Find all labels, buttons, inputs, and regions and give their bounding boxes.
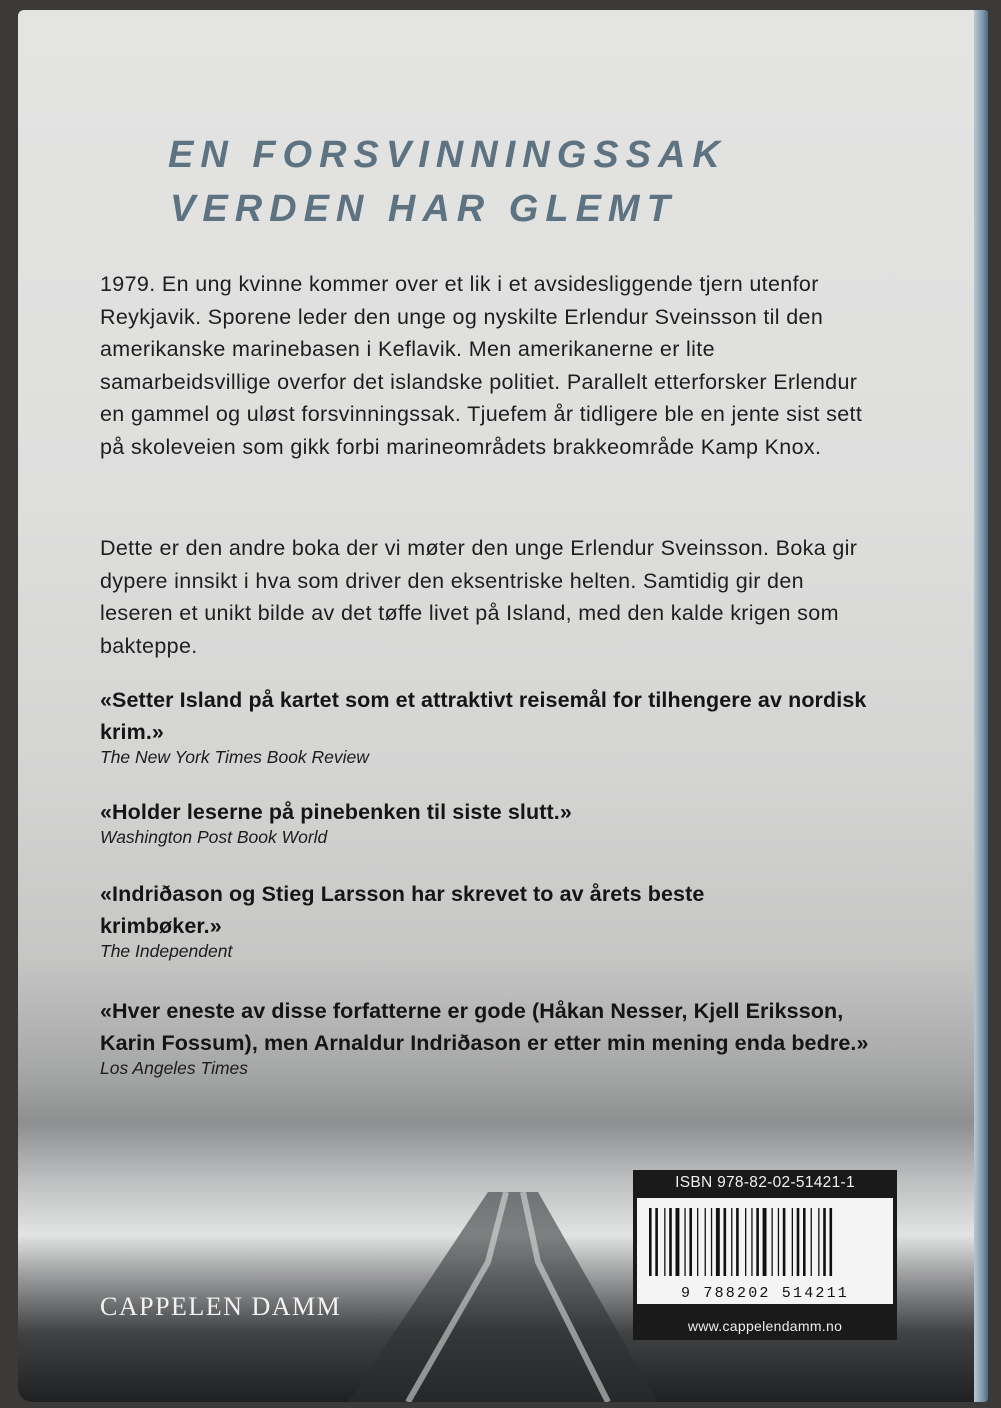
review-quote [100, 796, 900, 848]
barcode-bar [772, 1208, 773, 1276]
barcode-bar [664, 1208, 665, 1276]
barcode-bar [716, 1208, 720, 1276]
quote-source: The New York Times Book Review [100, 747, 369, 767]
barcode-bar [792, 1208, 793, 1276]
barcode-bar [669, 1208, 672, 1276]
publisher-logo: CAPPELEN DAMM [100, 1292, 342, 1321]
spine-edge [974, 10, 988, 1402]
review-quote [100, 878, 790, 962]
barcode-bars [647, 1208, 883, 1280]
barcode-bar [783, 1208, 786, 1276]
quote-source: Washington Post Book World [100, 827, 328, 847]
barcode-bar [823, 1208, 826, 1276]
blurb-paragraph-2: Dette er den andre boka der vi møter den unge Erlendur Sveinsson. Boka gir dypere innsikt i hva som driver den eksentriske helten. Samtidig gir den leseren et unikt bilde av det tøffe livet på Island, med den kalde krigen som bakteppe. [100, 536, 858, 658]
barcode-bar [830, 1208, 833, 1276]
barcode-digits: 9 788202 514211 [680, 1285, 850, 1302]
barcode-bar [818, 1208, 819, 1276]
quote-text: «Hver eneste av disse forfatterne er gode (Håkan Nesser, Kjell Eriksson, Karin Fossum), men Arnaldur Indriðason er etter min mening enda bedre.» [100, 999, 869, 1055]
headline-line-2: VERDEN HAR GLEMT [170, 188, 677, 230]
barcode-bar [711, 1208, 712, 1276]
book-back-cover [18, 10, 988, 1402]
isbn-label: ISBN 978-82-02-51421-1 [675, 1174, 855, 1191]
barcode-bar [689, 1208, 692, 1276]
barcode-bar [763, 1208, 767, 1276]
quote-text: «Indriðason og Stieg Larsson har skrevet to av årets beste krimbøker.» [100, 882, 705, 938]
barcode-bar [655, 1208, 658, 1276]
barcode-bar [797, 1208, 800, 1276]
review-quote [100, 995, 870, 1079]
headline [168, 128, 868, 236]
review-quote [100, 684, 900, 768]
barcode-bar [736, 1208, 739, 1276]
headline-line-1: EN FORSVINNINGSSAK [168, 134, 727, 176]
barcode-bar [697, 1208, 698, 1276]
blurb-paragraph-1: 1979. En ung kvinne kommer over et lik i et avsidesliggende tjern utenfor Reykjavik. Sporene leder den unge og nyskilte Erlendur Sveinsson til den amerikanske marinebasen i Keflavik. Men amerikanerne er lite samarbeidsvillige overfor det islandske politiet. Parallelt etterforsker Erlendur en gammel og uløst forsvinningssak. Tjuefem år tidligere ble en jente sist sett på skoleveien som gikk forbi marineområdets brakkeområde Kamp Knox. [100, 272, 863, 459]
quote-source: The Independent [100, 941, 233, 961]
barcode-bar [811, 1208, 812, 1276]
barcode [637, 1198, 893, 1304]
barcode-bar [649, 1208, 652, 1276]
isbn-box [633, 1170, 897, 1340]
barcode-bar [751, 1208, 752, 1276]
barcode-bar [745, 1208, 746, 1276]
barcode-bar [724, 1208, 727, 1276]
barcode-bar [731, 1208, 732, 1276]
barcode-bar [684, 1208, 685, 1276]
quote-text: «Holder leserne på pinebenken til siste slutt.» [100, 800, 572, 824]
publisher-url: www.cappelendamm.no [687, 1318, 843, 1334]
barcode-bar [705, 1208, 706, 1276]
quote-source: Los Angeles Times [100, 1058, 249, 1078]
barcode-bar [803, 1208, 806, 1276]
quote-text: «Setter Island på kartet som et attraktivt reisemål for tilhengere av nordisk krim.» [100, 688, 867, 744]
barcode-bar [756, 1208, 759, 1276]
barcode-bar [778, 1208, 779, 1276]
barcode-bar [676, 1208, 680, 1276]
